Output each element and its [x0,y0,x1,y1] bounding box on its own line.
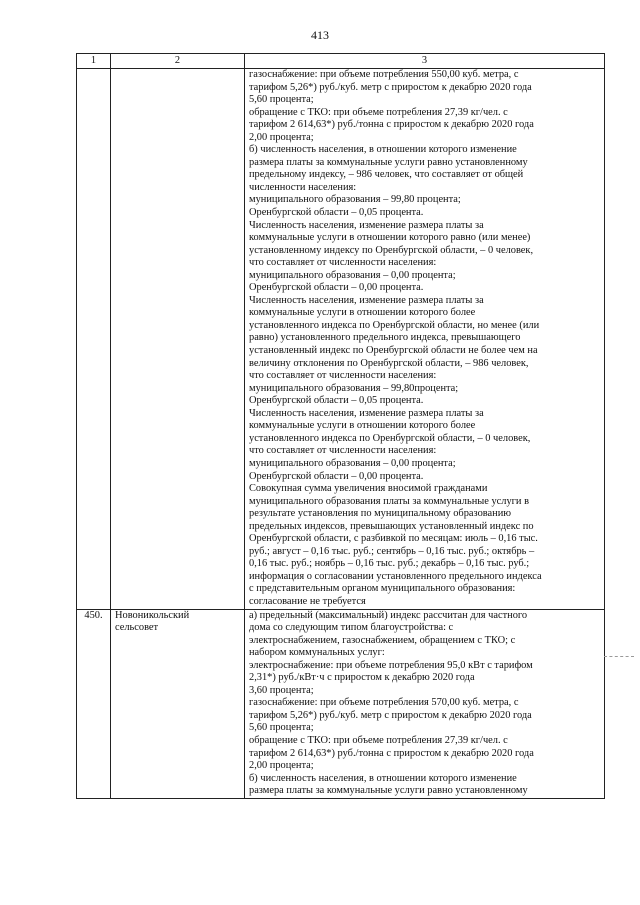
text-line: численности населения: [249,181,357,193]
text-line: что составляет от численности населения: [249,370,437,382]
text-line: обращение с ТКО: при объеме потребления 27,39 кг/чел. с [249,106,508,118]
text-line: установленного индекса по Оренбургской области, но менее (или [249,319,540,331]
margin-dash-mark [604,656,634,657]
text-line: Оренбургской области – 0,00 процента. [249,470,424,482]
text-line: с представительным органом муниципального образования: [249,583,516,595]
text-line: результате установления по муниципальному образованию [249,508,512,520]
row-number-cell [77,69,111,610]
column-number-2: 2 [111,54,245,69]
text-line: предельному индексу, – 986 человек, что составляет от общей [249,169,524,181]
text-line: 3,60 процента; [249,684,314,696]
text-line: Оренбургской области – 0,05 процента. [249,395,424,407]
text-line: что составляет от численности населения: [249,257,437,269]
text-line: а) предельный (максимальный) индекс рассчитан для частного [249,609,528,621]
text-line: муниципального образования платы за коммунальные услуги в [249,495,529,507]
text-line: муниципального образования – 99,80процента; [249,382,459,394]
text-line: тарифом 2 614,63*) руб./тонна с приростом к декабрю 2020 года [249,747,534,759]
municipality-name-line: сельсовет [115,622,159,634]
text-line: согласование не требуется [249,595,366,607]
text-line: набором коммунальных услуг: [249,647,385,659]
column-number-3: 3 [245,54,605,69]
text-line: газоснабжение: при объеме потребления 570,00 куб. метра, с [249,697,519,709]
table-header-row [77,54,605,69]
text-line: что составляет от численности населения: [249,445,437,457]
text-line: Численность населения, изменение размера платы за [249,407,484,419]
text-line: б) численность населения, в отношении которого изменение [249,772,517,784]
text-line: муниципального образования – 99,80 процента; [249,194,461,206]
text-line: Совокупная сумма увеличения вносимой гражданами [249,483,488,495]
text-line: коммунальные услуги в отношении которого более [249,307,476,319]
text-line: 0,16 тыс. руб.; ноябрь – 0,16 тыс. руб.; декабрь – 0,16 тыс. руб.; [249,558,530,570]
text-line: Оренбургской области – 0,00 процента. [249,282,424,294]
text-line: Оренбургской области – 0,05 процента. [249,207,424,219]
text-line: тарифом 5,26*) руб./куб. метр с приростом к декабрю 2020 года [249,709,532,721]
text-line: обращение с ТКО: при объеме потребления 27,39 кг/чел. с [249,734,508,746]
text-line: установленного индекса по Оренбургской области, – 0 человек, [249,432,531,444]
text-line: предельных индексов, превышающих установленный индекс по [249,520,534,532]
text-line: установленному индексу по Оренбургской области, – 0 человек, [249,244,534,256]
municipality-cell [111,609,245,798]
text-line: Оренбургской области, с разбивкой по месяцам: июль – 0,16 тыс. [249,533,538,545]
text-line: Численность населения, изменение размера платы за [249,294,484,306]
description-cell [245,609,605,798]
text-line: руб.; август – 0,16 тыс. руб.; сентябрь – 0,16 тыс. руб.; октябрь – [249,545,535,557]
text-line: информация о согласовании установленного предельного индекса [249,570,542,582]
document-table [76,53,605,799]
text-line: равно) установленного предельного индекса, превышающего [249,332,521,344]
text-line: 2,00 процента; [249,131,314,143]
table-row-450 [77,609,605,798]
text-line: коммунальные услуги в отношении которого более [249,420,476,432]
text-line: электроснабжением, газоснабжением, обращением с ТКО; с [249,634,516,646]
text-line: величину отклонения по Оренбургской области, – 986 человек, [249,357,529,369]
text-line: муниципального образования – 0,00 процента; [249,269,456,281]
text-line: коммунальные услуги в отношении которого равно (или менее) [249,232,531,244]
text-line: дома со следующим типом благоустройства: с [249,622,454,634]
municipality-cell [111,69,245,610]
description-cell [245,69,605,610]
text-line: тарифом 5,26*) руб./куб. метр с приростом к декабрю 2020 года [249,81,532,93]
text-line: газоснабжение: при объеме потребления 550,00 куб. метра, с [249,69,519,80]
table-row-continued [77,69,605,610]
text-line: 5,60 процента; [249,94,314,106]
text-line: размера платы за коммунальные услуги равно установленному [249,156,528,168]
text-line: тарифом 2 614,63*) руб./тонна с приростом к декабрю 2020 года [249,119,534,131]
text-line: Численность населения, изменение размера платы за [249,219,484,231]
text-line: размера платы за коммунальные услуги равно установленному [249,785,528,797]
text-line: б) численность населения, в отношении которого изменение [249,144,517,156]
page-number: 413 [311,28,329,42]
text-line: 2,31*) руб./кВт·ч с приростом к декабрю 2020 года [249,672,475,684]
text-line: 2,00 процента; [249,760,314,772]
row-number-cell: 450. [77,609,111,798]
text-line: установленный индекс по Оренбургской области не более чем на [249,345,538,357]
text-line: муниципального образования – 0,00 процента; [249,457,456,469]
column-number-1: 1 [77,54,111,69]
text-line: 5,60 процента; [249,722,314,734]
municipality-name-line: Новоникольский [115,609,190,621]
text-line: электроснабжение: при объеме потребления 95,0 кВт с тарифом [249,659,533,671]
